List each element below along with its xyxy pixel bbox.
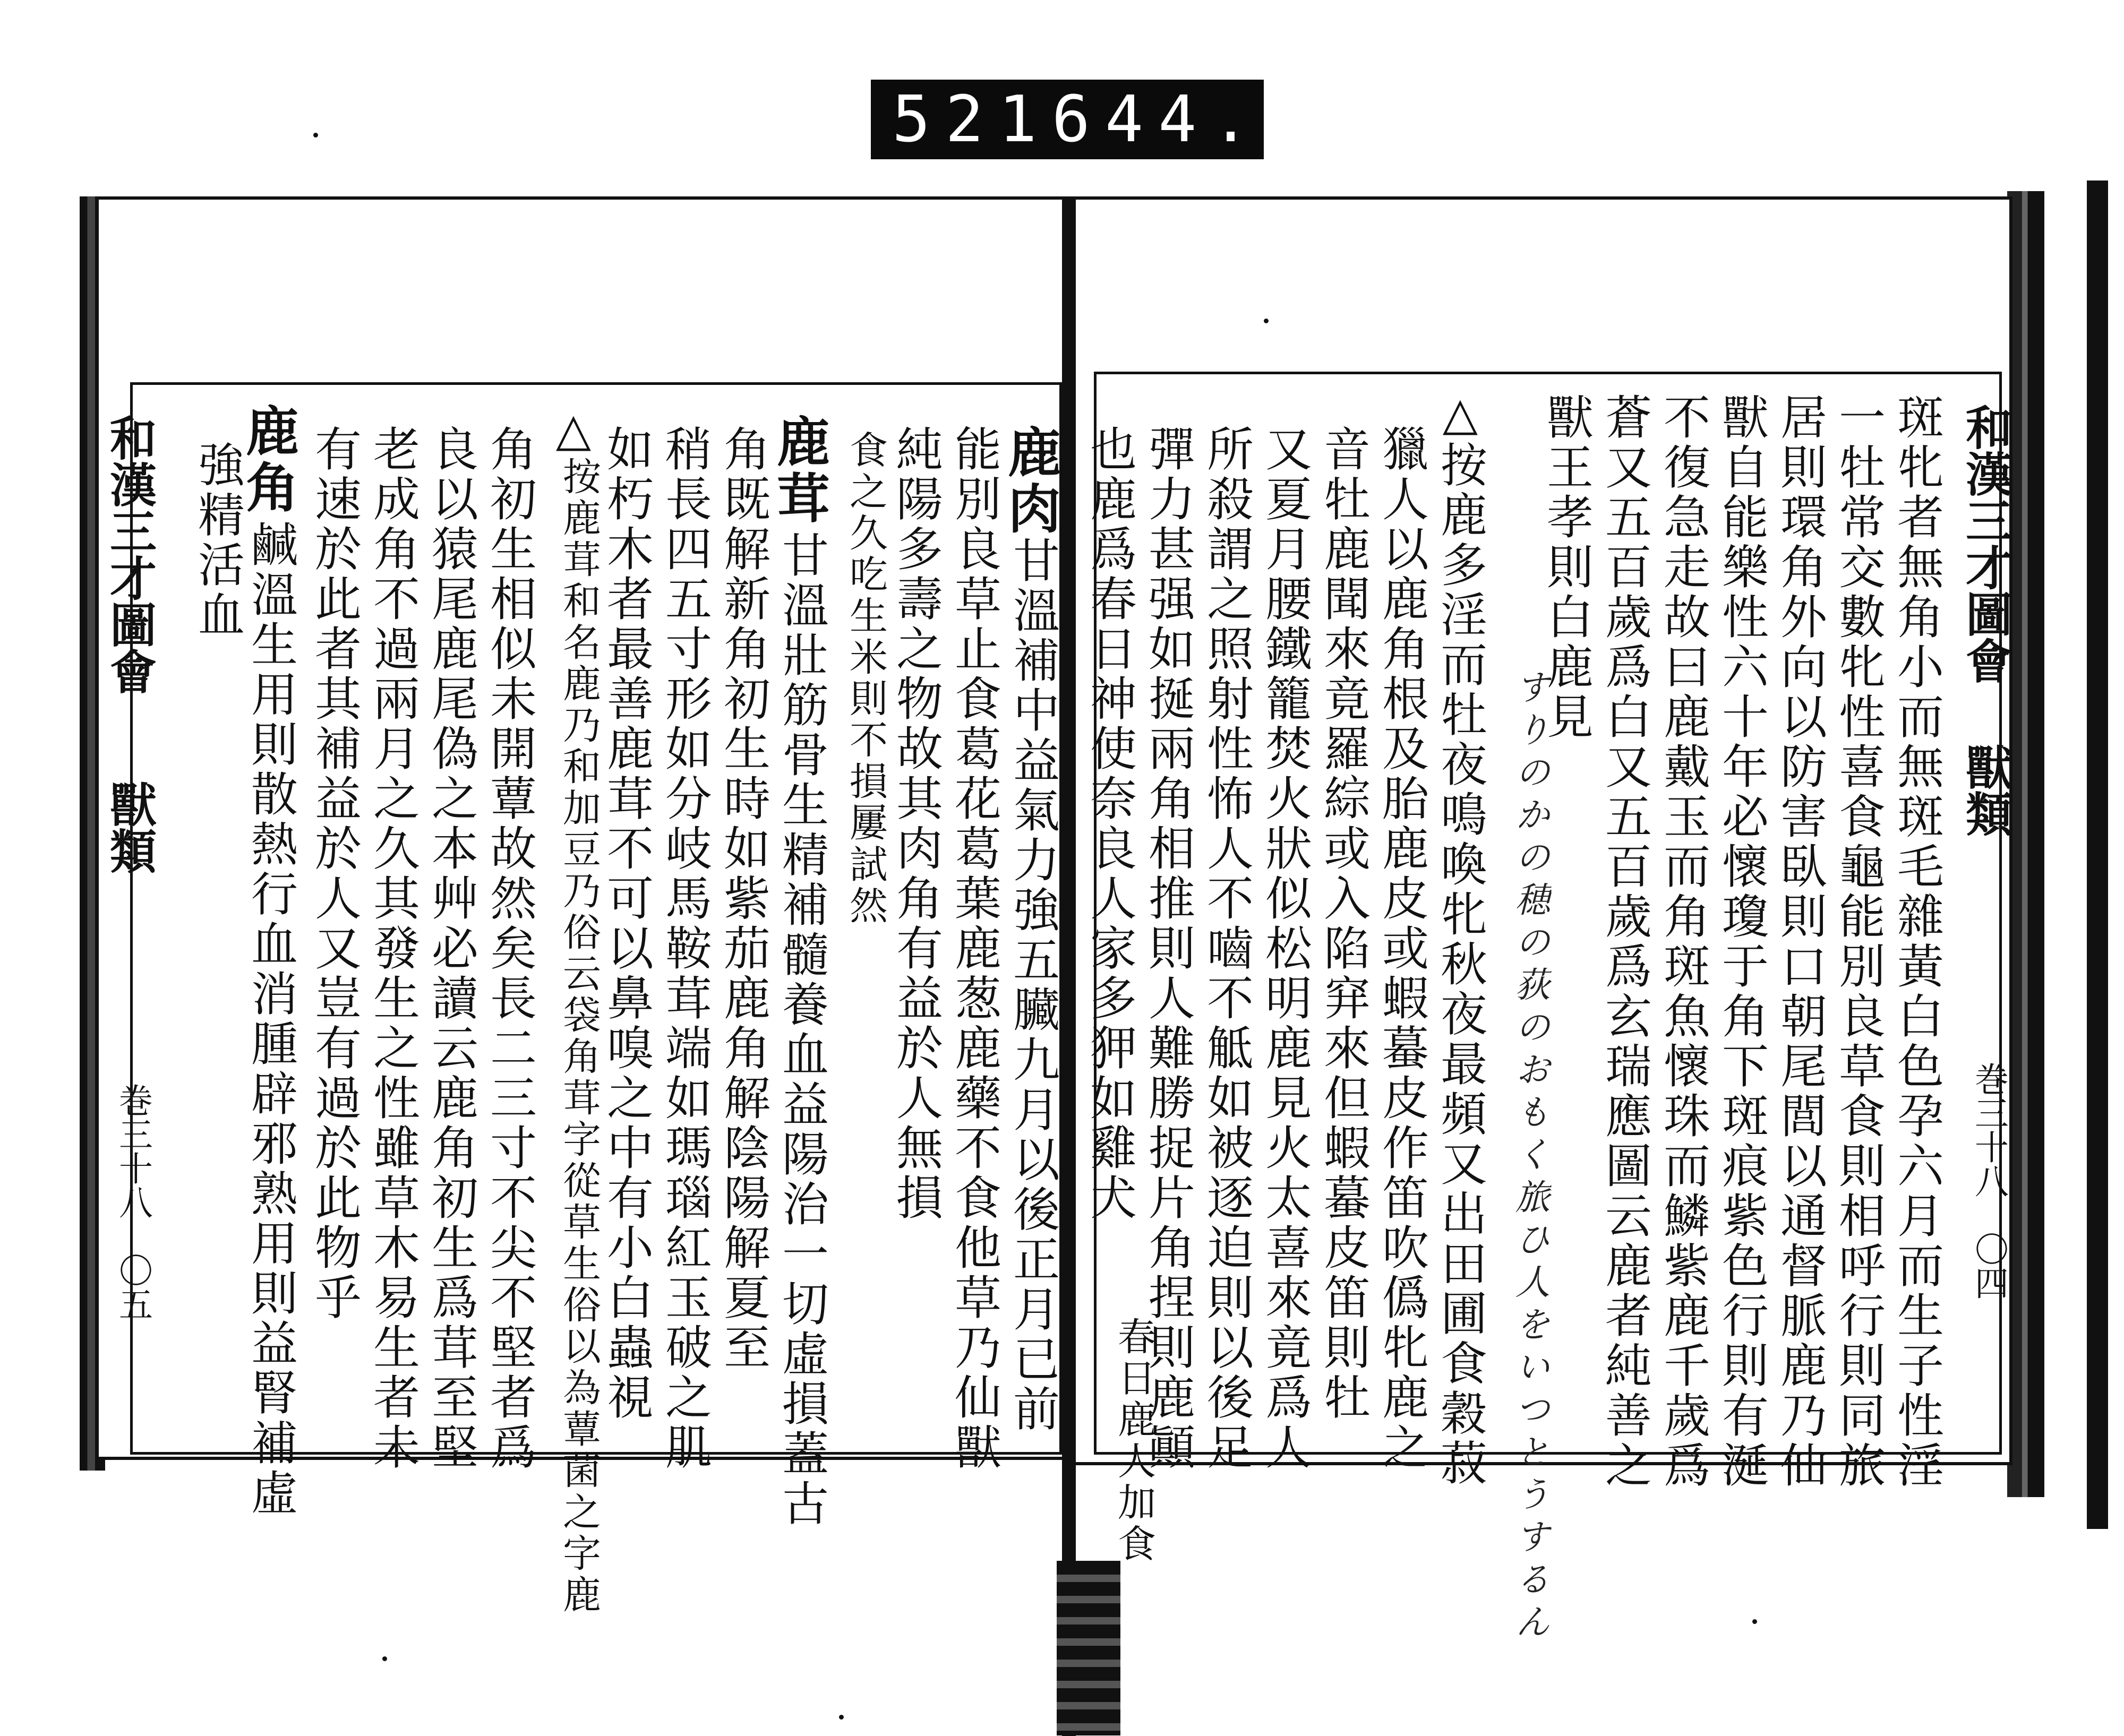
left-column: 角既解新角初生時如紫茄鹿角解陰陽解夏至 — [716, 425, 771, 1373]
left-column: 如朽木者最善鹿茸不可以鼻嗅之中有小白蟲視 — [599, 425, 654, 1423]
left-column: 食之久吃生米則不損屢試然 — [843, 430, 888, 927]
left-column: 角初生相似未開蕈故然矣長二三寸不尖不堅者爲 — [483, 425, 537, 1473]
catalog-label — [871, 80, 1264, 159]
catalog-number-right: 644. — [1051, 82, 1265, 157]
left-column: 能別良草止食葛花葛葉鹿葱鹿藥不食他草乃仙獸 — [947, 425, 1002, 1473]
left-column: 強精活血 — [191, 441, 245, 640]
left-column: 有速於此者其補益於人又豈有過於此物乎 — [307, 425, 362, 1323]
right-column: 居則環角外向以防害臥則口朝尾閭以通督脈鹿乃仙 — [1773, 393, 1828, 1491]
left-column: 甘溫壯筋骨生精補髓養血益陽治一切虛損蓋古 — [775, 531, 829, 1529]
right-column: 斑牝者無角小而無斑毛雜黃白色孕六月而生子性淫 — [1890, 393, 1945, 1491]
ink-fleck — [839, 1715, 844, 1720]
triangle-mark: △ — [1434, 388, 1487, 444]
right-column: 按鹿多淫而牡夜鳴喚牝秋夜最頻又出田圃食穀菽 — [1433, 441, 1488, 1489]
left-entry-heading-deer-meat: 鹿肉 — [999, 425, 1061, 537]
ink-fleck — [382, 1656, 387, 1661]
left-entry-heading-antler-velvet: 鹿茸 — [768, 414, 830, 527]
left-column: 鹹溫生用則散熱行血消腫辟邪熟用則益腎補虛 — [244, 520, 298, 1518]
left-column: 稍長四五寸形如分岐馬鞍茸端如瑪瑙紅玉破之肌 — [658, 425, 713, 1473]
ink-fleck — [313, 133, 318, 137]
right-column: 彈力甚强如挻兩角相推則人難勝捉片角捏則鹿顚 — [1141, 425, 1196, 1473]
right-outer-edge — [2087, 181, 2108, 1529]
right-column: 又夏月腰鐵籠焚火狀似松明鹿見火太喜來竟爲人 — [1258, 425, 1313, 1473]
left-column: 純陽多壽之物故其肉角有益於人無損 — [889, 425, 944, 1223]
right-column: 所殺謂之照射性怖人不嚙不觝如被逐迫則以後足 — [1200, 425, 1254, 1473]
right-folio: 巻三十八 〇四 — [1969, 1062, 2008, 1300]
handwritten-poem: すりのかの穂の荻のおもく旅ひ人をいつとうするん — [1509, 669, 1550, 1646]
ink-fleck — [1264, 319, 1269, 323]
left-column: 良以猿尾鹿尾偽之本艸必讀云鹿角初生爲茸至堅 — [424, 425, 479, 1473]
left-column: 老成角不過兩月之久其發生之性雖草木易生者未 — [366, 425, 421, 1473]
right-column-note: 春日鹿人加食 — [1111, 1317, 1156, 1565]
left-header-title: 和漢三才圖會 — [102, 414, 158, 694]
left-header-section: 獸類 — [102, 780, 158, 874]
left-entry-heading-antler: 鹿角 — [237, 403, 299, 516]
right-column: 獸自能樂性六十年必懷瓊于角下斑痕紫色行則有涎 — [1715, 393, 1769, 1491]
book-spine — [1062, 196, 1076, 1736]
right-header-section: 獸類 — [1958, 743, 2014, 837]
right-column: 不復急走故曰鹿戴玉而角斑魚懷珠而鱗紫鹿千歲爲 — [1656, 393, 1711, 1491]
right-column: 獵人以鹿角根及胎鹿皮或蝦蟇皮作笛吹僞牝鹿之 — [1375, 425, 1429, 1473]
right-column: 蒼又五百歲爲白又五百歲爲玄瑞應圖云鹿者純善之 — [1598, 393, 1652, 1491]
right-column: 音牡鹿聞來竟羅綜或入陷穽來但蝦蟇皮笛則牡 — [1316, 425, 1371, 1423]
spine-foot — [1057, 1561, 1120, 1735]
catalog-number-left: 521 — [892, 82, 1052, 157]
triangle-mark: △ — [547, 403, 600, 460]
right-column: 一牡常交數牝性喜食龜能別良草食則相呼行則同旅 — [1831, 393, 1886, 1491]
right-header-title: 和漢三才圖會 — [1958, 403, 2014, 684]
right-column: 獸王孝則白鹿見 — [1539, 393, 1594, 742]
right-book-edge — [2007, 191, 2044, 1497]
left-column: 甘溫補中益氣力強五臟九月以後正月已前 — [1006, 536, 1060, 1434]
ink-fleck — [1752, 1619, 1757, 1624]
left-folio: 巻三十八 〇五 — [113, 1083, 152, 1321]
right-column: 也鹿爲春日神使奈良人家多狎如雞犬 — [1083, 425, 1137, 1223]
left-column: 按鹿茸和名鹿乃和加豆乃俗云袋角茸字從草生俗以為蕈菌之字鹿 — [556, 457, 601, 1616]
